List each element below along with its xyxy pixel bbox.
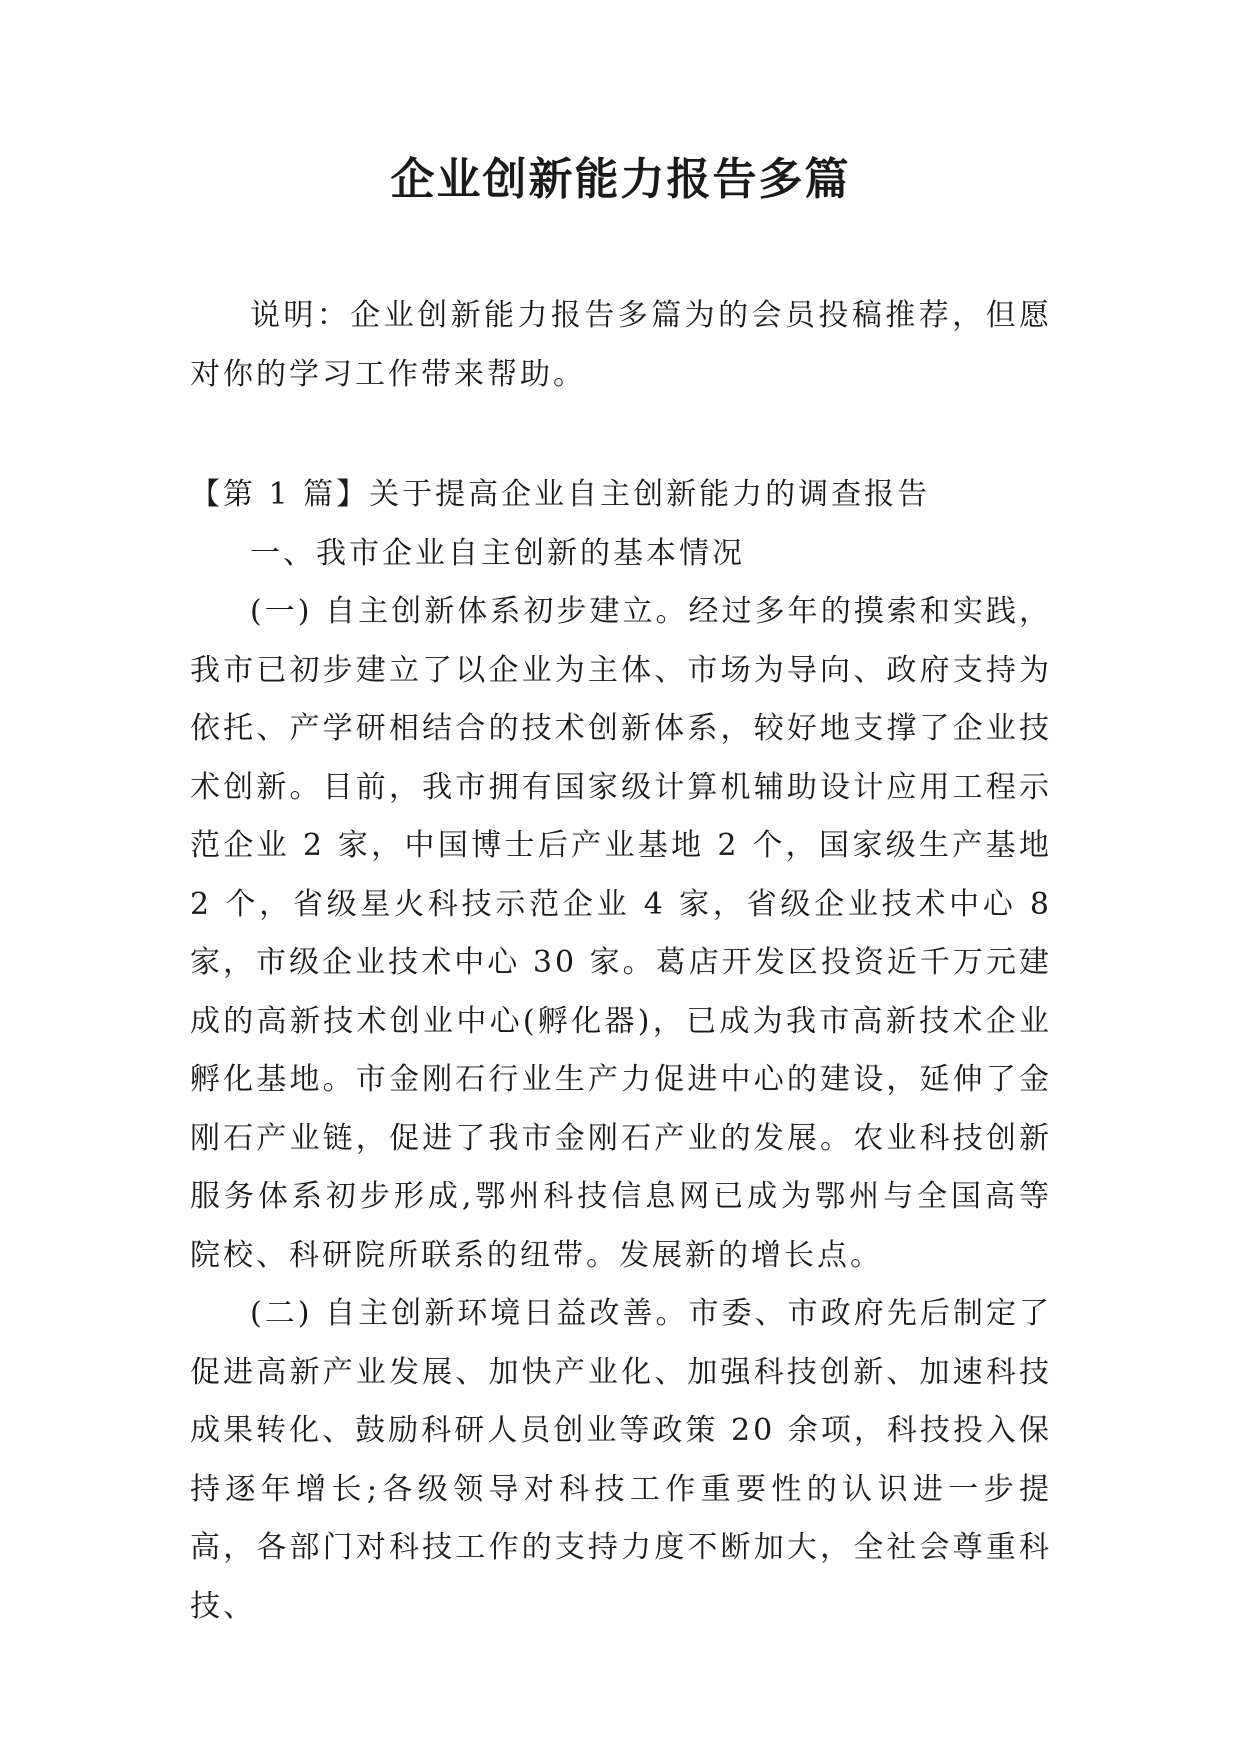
document-title: 企业创新能力报告多篇 [390,154,851,205]
document-note [190,287,1052,404]
article-body [190,466,1052,1636]
note-paragraph: 说明：企业创新能力报告多篇为的会员投稿推荐，但愿对你的学习工作带来帮助。 [190,298,1052,392]
section-heading: 一、我市企业自主创新的基本情况 [250,535,745,571]
article-heading: 【第 1 篇】关于提高企业自主创新能力的调查报告 [190,477,931,512]
body-paragraph-2: (二) 自主创新环境日益改善。市委、市政府先后制定了促进高新产业发展、加快产业化、加强科技创新、加速科技成果转化、鼓励科研人员创业等政策 20 余项，科技投入保持逐年增长;各级领导对科技工作重要性的认识进一步提高，各部门对科技工作的支持力度不断加大，全社会尊重科技、 [190,1296,1052,1624]
body-paragraph-1: (一) 自主创新体系初步建立。经过多年的摸索和实践，我市已初步建立了以企业为主体、市场为导向、政府支持为依托、产学研相结合的技术创新体系，较好地支撑了企业技术创新。目前，我市拥有国家级计算机辅助设计应用工程示范企业 2 家，中国博士后产业基地 2 个，国家级生产基地 2 个，省级星火科技示范企业 4 家，省级企业技术中心 8 家，市级企业技术中心 30 家。葛店开发区投资近千万元建成的高新技术创业中心(孵化器)，已成为我市高新技术企业孵化基地。市金刚石行业生产力促进中心的建设，延伸了金刚石产业链，促进了我市金刚石产业的发展。农业科技创新服务体系初步形成,鄂州科技信息网已成为鄂州与全国高等院校、科研院所联系的纽带。发展新的增长点。 [190,594,1052,1273]
